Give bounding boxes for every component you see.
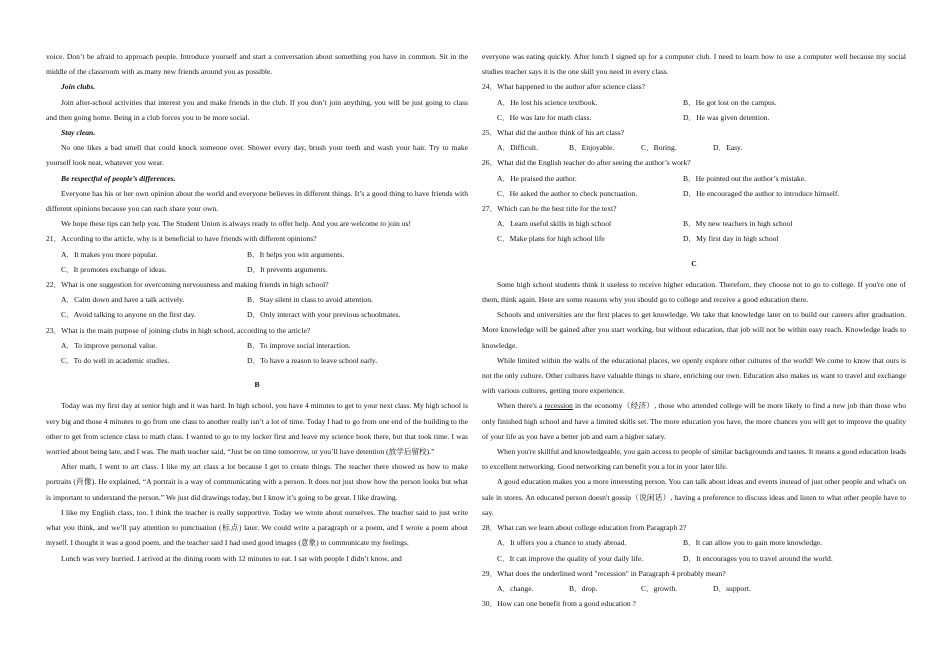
- option-26-d: D．He encouraged the author to introduce himself.: [683, 188, 840, 198]
- question-23-options: [46, 338, 468, 353]
- option-21-b: B．It helps you win arguments.: [247, 249, 345, 259]
- option-27-d: D．My first day in high school: [683, 234, 779, 244]
- question-22: 22．What is one suggestion for overcoming nervousness and making friends in high school?: [46, 280, 329, 290]
- passage-c-paragraph-5: When you're skillful and knowledgeable, you gain access to people of similar backgrounds and tastes. It means a good education leads to excellent networking. Good networking can benefit you a lot in your later life.: [482, 447, 906, 472]
- underlined-word-recession: recession: [544, 401, 573, 411]
- question-26-options-2: [482, 186, 906, 201]
- option-25-b: B．Enjoyable.: [569, 143, 615, 153]
- question-21-options-2: [46, 262, 468, 277]
- option-29-c: C．growth.: [641, 583, 678, 593]
- option-21-d: D．It prevents arguments.: [247, 264, 328, 274]
- section-heading-c: C: [691, 258, 697, 268]
- option-21-c: C．It promotes exchange of ideas.: [61, 264, 167, 274]
- paragraph-4-rest: in the economy（经济）, those who attended college will be more likely to find a new job than those who only finished high school and have a limited skills set. The more education you have, the more chances you will get to improve the quality of your life as you have a better job and earn a higher salary.: [482, 401, 906, 441]
- option-28-a: A．It offers you a chance to study abroad.: [497, 538, 627, 548]
- tip-paragraph-stay-clean: No one likes a bad smell that could knock someone over. Shower every day, brush your teeth and wash your hair. Try to make yourself look neat, whatever you wear.: [46, 143, 468, 168]
- option-23-a: A．To improve personal value.: [61, 340, 158, 350]
- option-29-d: D．support.: [713, 583, 751, 593]
- passage-b-paragraph-4: Lunch was very hurried. I arrived at the dining room with 12 minutes to eat. I sat with people I didn’t know, and: [61, 553, 402, 563]
- option-29-a: A．change.: [497, 583, 534, 593]
- question-28: 28．What can we learn about college education from Paragraph 2?: [482, 523, 687, 533]
- question-22-options: [46, 292, 468, 307]
- question-23-options-2: [46, 353, 468, 368]
- option-25-d: D．Easy.: [713, 143, 743, 153]
- tip-paragraph-respect: Everyone has his or her own opinion about the world and everyone believes in different things. It’s a good thing to have friends with different opinions because you can each share your own.: [46, 188, 468, 214]
- passage-c-paragraph-6: A good education makes you a more interesting person. You can talk about ideas and events instead of just other people and what's on sale in stores. An educated person doesn't gossip（说闲话）, having a preference to discuss ideas and listen to what other people have to say.: [482, 477, 906, 517]
- question-21-options: [46, 247, 468, 262]
- tip-heading-join-clubs: Join clubs.: [61, 82, 96, 92]
- option-26-c: C．He asked the author to check punctuation.: [497, 188, 638, 198]
- question-24-options: [482, 95, 906, 110]
- option-23-d: D．To have a reason to leave school early.: [247, 356, 378, 366]
- question-27-options: [482, 216, 906, 231]
- paragraph-4-lead: When there's a: [497, 401, 545, 411]
- closing-paragraph: We hope these tips can help you. The Student Union is always ready to offer help. And you are welcome to join us!: [61, 219, 412, 229]
- option-25-a: A．Difficult.: [497, 143, 538, 153]
- option-24-c: C．He was late for math class.: [497, 112, 592, 122]
- passage-c-paragraph-1: Some high school students think it useless to receive higher education. Therefore, they choose not to go to college. If you're one of them, think again. Here are some reasons why you should go to college and receive a good education there.: [482, 279, 906, 305]
- option-26-b: B．He pointed out the author’s mistake.: [683, 173, 807, 183]
- passage-b-paragraph-1: Today was my first day at senior high and it was hard. In high school, you have 4 minutes to get to your next class. My high school is very big and those 4 minutes to go from one class to another really isn’t a lot of time. Today I had to go from one end of the building to the other to get from science class to math class. I wanted to go to my locker first and leave my science book there, but that took time. I was worried about being late, and I was. The math teacher said, “Just be on time tomorrow, or you’ll have detention (放学后留校).”: [46, 401, 468, 457]
- option-24-b: B．He got lost on the campus.: [683, 97, 777, 107]
- option-23-c: C．To do well in academic studies.: [61, 356, 170, 366]
- passage-b-paragraph-3: I like my English class, too. I think the teacher is really supportive. Today we wrote about ourselves. The teacher said to just write what you think, and we’ll pay attention to punctuation (标点) later. We could write a paragraph or a poem, and I wrote a poem about myself. I thought it was a good poem, and the teacher said I had used good images (意象) to communicate my feelings.: [46, 507, 468, 548]
- passage-b-paragraph-2: After math, I went to art class. I like my art class a lot because I get to create things. The teacher there showed us how to make portraits (肖像). He explained, “A portrait is a way of communicating with a person. It does not just show how the person looks but what is important to understand the person.” We just did drawings today, but I know it’s going to be great. I like drawing.: [46, 462, 468, 502]
- option-28-b: B．It can allow you to gain more knowledge.: [683, 538, 823, 548]
- option-24-d: D．He was given detention.: [683, 112, 770, 122]
- option-26-a: A．He praised the author.: [497, 173, 577, 183]
- tip-paragraph-join-clubs: Join after-school activities that interest you and make friends in the club. If you don’t join anything, you will be just going to class and then going home. Being in a club forces you to be more social.: [46, 97, 468, 122]
- option-22-d: D．Only interact with your previous schoolmates.: [247, 310, 401, 320]
- question-24-options-2: [482, 110, 906, 125]
- option-28-c: C．It can improve the quality of your daily life.: [497, 553, 644, 563]
- question-27: 27．Which can be the best title for the text?: [482, 204, 617, 214]
- option-24-a: A．He lost his science textbook.: [497, 97, 598, 107]
- question-27-options-2: [482, 231, 906, 246]
- right-column: [482, 49, 906, 611]
- passage-b-paragraph-4-continuation: everyone was eating quickly. After lunch I signed up for a computer club. I need to learn how to use a computer well because my social studies teacher says it is the one skill you need in every class.: [482, 52, 906, 77]
- option-22-a: A．Calm down and have a talk actively.: [61, 295, 185, 305]
- section-heading-b: B: [254, 380, 260, 390]
- question-29-options: [482, 581, 906, 596]
- passage-c-paragraph-4: [482, 398, 906, 444]
- option-21-a: A．It makes you more popular.: [61, 249, 158, 259]
- question-24: 24．What happened to the author after science class?: [482, 82, 645, 92]
- question-30: 30．How can one benefit from a good education ?: [482, 599, 636, 609]
- option-22-b: B．Stay silent in class to avoid attention.: [247, 295, 373, 305]
- question-29: 29．What does the underlined word "recession" in Paragraph 4 probably mean?: [482, 568, 726, 578]
- passage-c-paragraph-2: Schools and universities are the first places to get knowledge. We take that knowledge later on to build our careers after graduation. More knowledge will be gained after you start working, but without education, that job will not be within easy reach. Knowledge leads to knowledge.: [482, 310, 906, 350]
- question-25: 25．What did the author think of his art class?: [482, 128, 625, 138]
- option-27-a: A．Learn useful skills in high school: [497, 219, 612, 229]
- option-27-b: B．My new teachers in high school: [683, 219, 793, 229]
- question-23: 23．What is the main purpose of joining clubs in high school, according to the article?: [46, 325, 311, 335]
- question-26: 26．What did the English teacher do after seeing the author’s work?: [482, 158, 691, 168]
- tip-heading-stay-clean: Stay clean.: [61, 128, 96, 138]
- question-26-options: [482, 171, 906, 186]
- option-28-d: D．It encourages you to travel around the world.: [683, 553, 833, 563]
- question-21: 21．According to the article, why is it beneficial to have friends with different opinions?: [46, 234, 317, 244]
- question-25-options: [482, 140, 906, 155]
- option-29-b: B．drop.: [569, 583, 598, 593]
- question-28-options-2: [482, 551, 906, 566]
- passage-a-continuation: voice. Don’t be afraid to approach people. Introduce yourself and start a conversation about something you have in common. Sit in the middle of the classroom with as many new friends around you as possible.: [46, 52, 468, 77]
- question-28-options: [482, 535, 906, 550]
- passage-c-paragraph-3: While limited within the walls of the educational places, we openly explore other cultures of the world! We come to know that ours is not the only culture. Other cultures have valuable things to share, enriching our own. Education also makes us want to travel and exchange with various cultures, getting more experience.: [482, 355, 906, 396]
- left-column: [46, 49, 468, 566]
- option-27-c: C．Make plans for high school life: [497, 234, 605, 244]
- option-22-c: C．Avoid talking to anyone on the first day.: [61, 310, 196, 320]
- option-25-c: C．Boring.: [641, 143, 677, 153]
- tip-heading-respect: Be respectful of people’s differences.: [61, 173, 176, 183]
- option-23-b: B．To improve social interaction.: [247, 340, 351, 350]
- question-22-options-2: [46, 307, 468, 322]
